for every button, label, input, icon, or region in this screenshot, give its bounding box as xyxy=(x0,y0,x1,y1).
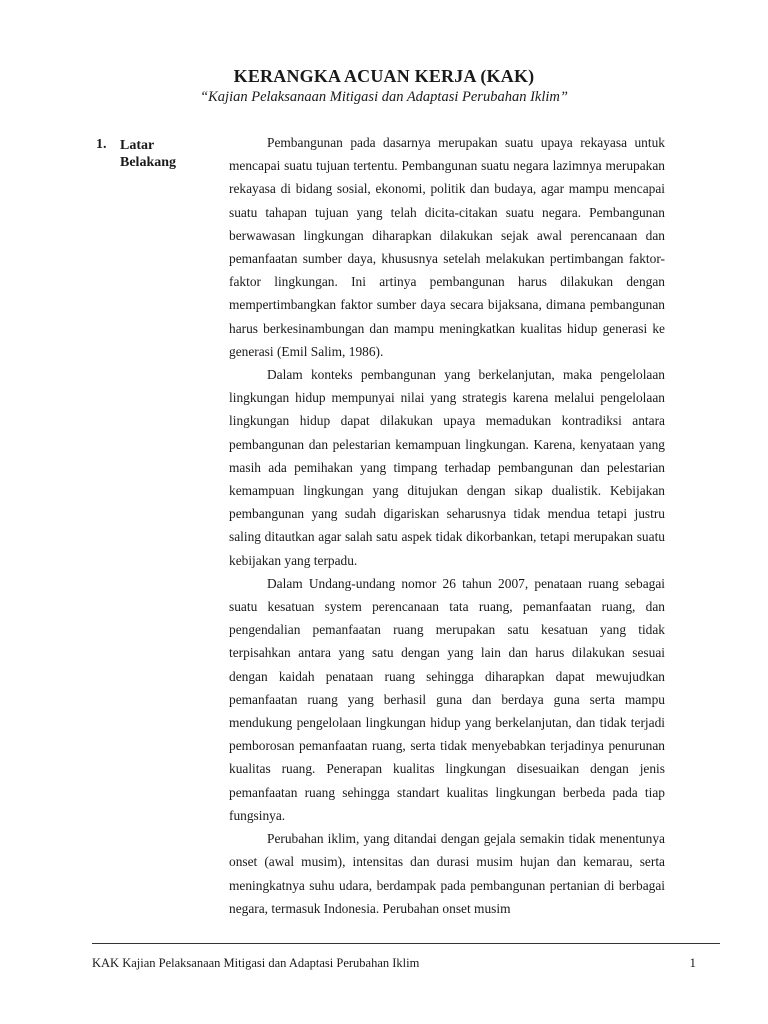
paragraph: Pembangunan pada dasarnya merupakan suatu upaya rekayasa untuk mencapai suatu tujuan tertentu. Pembangunan suatu negara lazimnya merupakan rekayasa di bidang sosial, ekonomi, politik dan budaya, agar mampu mencapai suatu tahapan tujuan yang telah dicita-citakan suatu negara. Pembangunan berwawasan lingkungan diharapkan dilakukan sejak awal perencanaan dan pemanfaatan sumber daya, khususnya setelah melakukan pertimbangan faktor-faktor lingkungan. Ini artinya pembangunan harus dilakukan dengan mempertimbangkan faktor sumber daya secara bijaksana, dimana pembangunan harus berkesinambungan dan mampu meningkatkan kualitas hidup generasi ke generasi (Emil Salim, 1986). xyxy=(229,135,665,359)
document-title: KERANGKA ACUAN KERJA (KAK) xyxy=(233,66,535,86)
footer-text: KAK Kajian Pelaksanaan Mitigasi dan Adaptasi Perubahan Iklim xyxy=(92,956,420,970)
paragraph: Dalam konteks pembangunan yang berkelanjutan, maka pengelolaan lingkungan hidup mempunyai nilai yang strategis karena melalui pengelolaan lingkungan hidup dapat dilakukan upaya memadukan kontradiksi antara pembangunan dan pelestarian kemampuan lingkungan. Karena, kenyataan yang masih ada pemihakan yang timpang terhadap pembangunan dan pelestarian kemampuan lingkungan yang ditujukan dengan sikap dualistik. Kebijakan pembangunan yang sudah digariskan seharusnya tidak mendua tetapi justru saling ditautkan agar salah satu aspek tidak dikorbankan, tetapi merupakan suatu kebijakan yang terpadu. xyxy=(229,367,665,568)
page-number: 1 xyxy=(689,955,696,970)
paragraph: Dalam Undang-undang nomor 26 tahun 2007, penataan ruang sebagai suatu kesatuan system perencanaan tata ruang, pemanfaatan ruang, dan pengendalian pemanfaatan ruang merupakan satu kesatuan yang tidak terpisahkan antara yang satu dengan yang lain dan harus dilakukan sesuai dengan kaidah penataan ruang sehingga diharapkan dapat mewujudkan pemanfaatan ruang yang berhasil guna dan berdaya guna serta mampu mendukung pengelolaan lingkungan hidup yang berkelanjutan, dan tidak terjadi pemborosan pemanfaatan ruang, serta tidak menyebabkan terjadinya penurunan kualitas ruang. Penerapan kualitas lingkungan disesuaikan dengan jenis pemanfaatan ruang sehingga standart kualitas lingkungan berbeda pada tiap fungsinya. xyxy=(229,575,665,823)
paragraph: Perubahan iklim, yang ditandai dengan gejala semakin tidak menentunya onset (awal musim), intensitas dan durasi musim hujan dan kemarau, serta meningkatnya suhu udara, berdampak pada pembangunan pertanian di berbagai negara, termasuk Indonesia. Perubahan onset musim xyxy=(229,831,665,916)
section-number: 1. xyxy=(96,137,107,152)
document-subtitle: “Kajian Pelaksanaan Mitigasi dan Adaptasi Perubahan Iklim” xyxy=(200,89,568,105)
footer-divider xyxy=(92,943,720,944)
section-body xyxy=(229,131,665,920)
section-heading: Latar Belakang xyxy=(120,138,177,170)
